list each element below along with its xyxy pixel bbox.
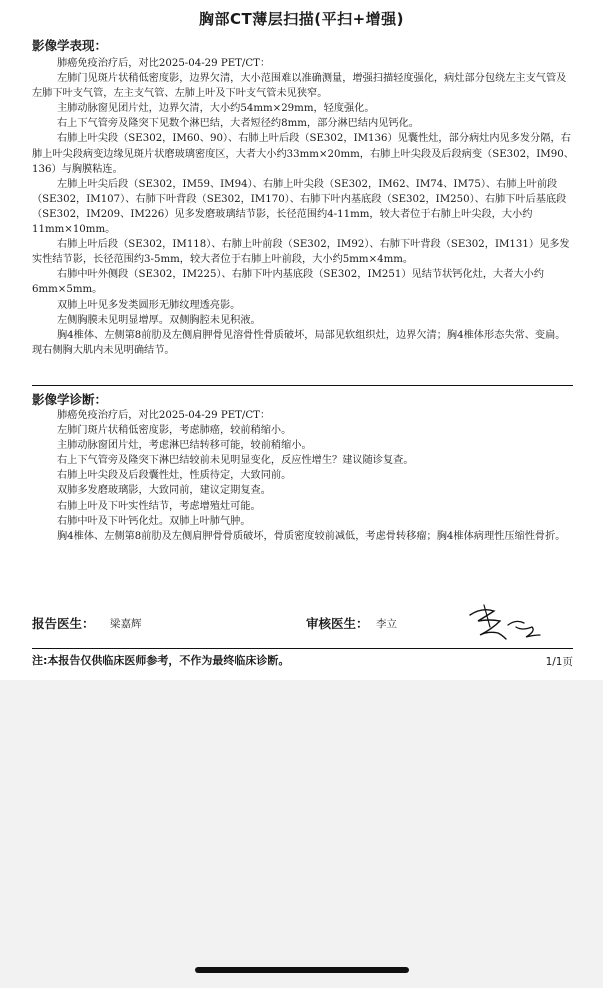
findings-paragraph: 右肺上叶尖段（SE302，IM60、90）、右肺上叶后段（SE302，IM136）见囊性灶，部分病灶内见多发分隔，右肺上叶尖段病变边缘见斑片状磨玻璃密度区，大者大小约33mm×20mm，右肺上叶尖段及后段病变（SE302，IM90、136）与胸膜粘连。 bbox=[32, 133, 574, 175]
findings-paragraph: 左肺上叶尖后段（SE302，IM59、IM94）、右肺上叶尖段（SE302，IM62、IM74、IM75）、右肺上叶前段（SE302，IM107）、右肺下叶背段（SE302，IM170）、右肺下叶内基底段（SE302，IM250）、右肺下叶后基底段（SE302，IM209、IM226）见多发磨玻璃结节影，长径范围约4-11mm，较大者位于右肺上叶尖段，大小约11mm×10mm。 bbox=[32, 178, 567, 236]
report-title: 胸部CT薄层扫描(平扫+增强) bbox=[198, 10, 405, 28]
findings-body bbox=[32, 56, 575, 358]
diagnosis-paragraph: 双肺多发磨玻璃影，大致同前，建议定期复查。 bbox=[57, 485, 271, 497]
findings-paragraph: 胸4椎体、左侧第8前肋及左侧肩胛骨见溶骨性骨质破坏，局部见软组织灶，边界欠清；胸4椎体形态失常、变扁。现右侧胸大肌内未见明确结节。 bbox=[32, 329, 566, 356]
page-number: 1/1页 bbox=[545, 656, 573, 668]
reporter-name: 梁嘉辉 bbox=[110, 618, 142, 630]
home-indicator[interactable] bbox=[195, 967, 409, 973]
footer-note: 注:本报告仅供临床医师参考，不作为最终临床诊断。 bbox=[32, 654, 290, 667]
findings-paragraph: 左侧胸膜未见明显增厚。双侧胸腔未见积液。 bbox=[57, 314, 261, 326]
footer-divider bbox=[32, 648, 573, 649]
section-divider bbox=[32, 385, 573, 386]
diagnosis-paragraph: 肺癌免疫治疗后，对比2025-04-29 PET/CT： bbox=[57, 410, 271, 421]
findings-paragraph: 左肺门见斑片状稍低密度影，边界欠清，大小范围难以准确测量，增强扫描轻度强化，病灶部分包绕左主支气管及左肺下叶支气管，左主支气管、左肺上叶及下叶支气管未见狭窄。 bbox=[32, 73, 567, 100]
diagnosis-paragraph: 右肺中叶及下叶钙化灶。双肺上叶肺气肿。 bbox=[57, 515, 251, 527]
findings-paragraph: 右肺中叶外侧段（SE302，IM225）、右肺下叶内基底段（SE302，IM251）见结节状钙化灶，大者大小约6mm×5mm。 bbox=[32, 269, 544, 296]
findings-paragraph: 主肺动脉窗见团片灶，边界欠清，大小约54mm×29mm，轻度强化。 bbox=[57, 103, 375, 115]
findings-paragraph: 肺癌免疫治疗后，对比2025-04-29 PET/CT： bbox=[57, 58, 271, 69]
diagnosis-paragraph: 主肺动脉窗团片灶，考虑淋巴结转移可能，较前稍缩小。 bbox=[57, 440, 312, 452]
diagnosis-paragraph: 右上下气管旁及隆突下淋巴结较前未见明显变化，反应性增生？建议随诊复查。 bbox=[57, 455, 414, 467]
findings-paragraph: 右上下气管旁及隆突下见数个淋巴结，大者短径约8mm，部分淋巴结内见钙化。 bbox=[57, 118, 419, 130]
diagnosis-heading: 影像学诊断： bbox=[32, 392, 108, 407]
findings-paragraph: 双肺上叶见多发类圆形无肺纹理透亮影。 bbox=[57, 299, 241, 311]
reviewer-name: 李立 bbox=[376, 618, 397, 630]
diagnosis-paragraph: 右肺上叶尖段及后段囊性灶，性质待定，大致同前。 bbox=[57, 470, 292, 482]
reviewer-label: 审核医生： bbox=[306, 616, 369, 631]
diagnosis-paragraph: 右肺上叶及下叶实性结节，考虑增殖灶可能。 bbox=[57, 500, 261, 512]
handwritten-signature bbox=[466, 601, 546, 641]
diagnosis-paragraph: 左肺门斑片状稍低密度影，考虑肺癌，较前稍缩小。 bbox=[57, 425, 292, 437]
findings-paragraph: 右肺上叶后段（SE302，IM118）、右肺上叶前段（SE302，IM92）、右肺下叶背段（SE302，IM131）见多发实性结节影，长径范围约3-5mm，较大者位于右肺上叶前段，大小约5mm×4mm。 bbox=[32, 239, 570, 266]
diagnosis-body bbox=[32, 408, 575, 544]
findings-heading: 影像学表现： bbox=[32, 38, 108, 53]
diagnosis-paragraph: 胸4椎体、左侧第8前肋及左侧肩胛骨骨质破坏，骨质密度较前减低，考虑骨转移瘤；胸4椎体病理性压缩性骨折。 bbox=[57, 530, 566, 542]
reporter-label: 报告医生： bbox=[32, 616, 95, 631]
